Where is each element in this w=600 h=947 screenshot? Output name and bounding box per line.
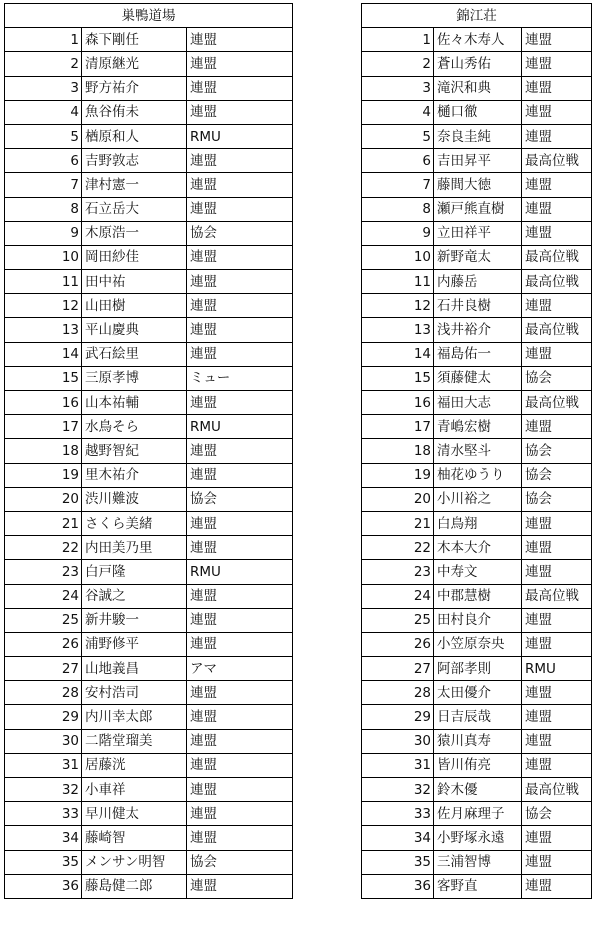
row-number: 24 [5, 584, 82, 608]
table-row [5, 826, 293, 850]
organization: 連盟 [522, 608, 592, 632]
table-row [5, 729, 293, 753]
player-name: 吉田昇平 [434, 149, 522, 173]
table-row [5, 681, 293, 705]
player-name: 福田大志 [434, 391, 522, 415]
row-number: 25 [5, 608, 82, 632]
row-number: 31 [5, 753, 82, 777]
organization: 連盟 [522, 76, 592, 100]
player-name: 谷誠之 [82, 584, 187, 608]
row-number: 20 [5, 487, 82, 511]
organization: 連盟 [522, 753, 592, 777]
row-number: 36 [362, 874, 434, 898]
organization: 連盟 [522, 342, 592, 366]
table-row [5, 439, 293, 463]
row-number: 28 [362, 681, 434, 705]
player-name: 安村浩司 [82, 681, 187, 705]
player-name: 木本大介 [434, 536, 522, 560]
organization: 連盟 [187, 318, 293, 342]
table-row [5, 270, 293, 294]
row-number: 12 [362, 294, 434, 318]
player-name: 山本祐輔 [82, 391, 187, 415]
row-number: 8 [5, 197, 82, 221]
table-row [5, 753, 293, 777]
table-row [362, 536, 592, 560]
row-number: 12 [5, 294, 82, 318]
organization: 連盟 [187, 536, 293, 560]
table-row [362, 874, 592, 898]
organization: 協会 [187, 221, 293, 245]
row-number: 19 [362, 463, 434, 487]
organization: RMU [522, 657, 592, 681]
organization: 連盟 [187, 753, 293, 777]
organization: 連盟 [187, 681, 293, 705]
organization: 連盟 [522, 221, 592, 245]
organization: 最高位戦 [522, 245, 592, 269]
table-row [362, 511, 592, 535]
organization: 連盟 [522, 415, 592, 439]
row-number: 18 [362, 439, 434, 463]
table-row [362, 560, 592, 584]
organization: 連盟 [187, 608, 293, 632]
player-name: 太田優介 [434, 681, 522, 705]
table-row [5, 850, 293, 874]
table-row [362, 681, 592, 705]
player-name: 津村憲一 [82, 173, 187, 197]
organization: 連盟 [522, 100, 592, 124]
organization: 連盟 [187, 294, 293, 318]
row-number: 9 [5, 221, 82, 245]
organization: 連盟 [522, 28, 592, 52]
organization: 連盟 [187, 729, 293, 753]
organization: 連盟 [522, 850, 592, 874]
organization: 連盟 [187, 173, 293, 197]
table-row [5, 149, 293, 173]
organization: 連盟 [522, 173, 592, 197]
organization: 連盟 [522, 124, 592, 148]
player-name: 越野智紀 [82, 439, 187, 463]
player-name: 水鳥そら [82, 415, 187, 439]
table-row [5, 197, 293, 221]
venue-title: 錦江荘 [362, 4, 592, 28]
organization: 連盟 [187, 874, 293, 898]
table-row [362, 28, 592, 52]
organization: RMU [187, 415, 293, 439]
organization: 連盟 [187, 439, 293, 463]
organization: 連盟 [187, 28, 293, 52]
organization: 連盟 [187, 197, 293, 221]
organization: 協会 [522, 487, 592, 511]
player-name: 鈴木優 [434, 778, 522, 802]
row-number: 11 [362, 270, 434, 294]
row-number: 20 [362, 487, 434, 511]
row-number: 9 [362, 221, 434, 245]
table-row [362, 705, 592, 729]
player-name: 楢原和人 [82, 124, 187, 148]
player-name: 小野塚永遠 [434, 826, 522, 850]
player-name: 客野直 [434, 874, 522, 898]
table-row [362, 100, 592, 124]
table-row [5, 584, 293, 608]
organization: 連盟 [187, 391, 293, 415]
player-name: 藤間大徳 [434, 173, 522, 197]
organization: 最高位戦 [522, 391, 592, 415]
row-number: 33 [5, 802, 82, 826]
table-row [362, 657, 592, 681]
organization: 連盟 [187, 245, 293, 269]
organization: 連盟 [522, 511, 592, 535]
table-row [362, 366, 592, 390]
table-row [5, 52, 293, 76]
organization: 連盟 [522, 874, 592, 898]
organization: RMU [187, 124, 293, 148]
table-row [5, 778, 293, 802]
table-row [5, 560, 293, 584]
row-number: 29 [362, 705, 434, 729]
table-row [5, 366, 293, 390]
organization: 協会 [522, 802, 592, 826]
organization: 連盟 [187, 270, 293, 294]
table-row [362, 76, 592, 100]
row-number: 7 [362, 173, 434, 197]
player-name: 木原浩一 [82, 221, 187, 245]
row-number: 2 [5, 52, 82, 76]
table-row [362, 753, 592, 777]
row-number: 26 [362, 632, 434, 656]
table-row [362, 778, 592, 802]
table-row [5, 463, 293, 487]
organization: 連盟 [522, 681, 592, 705]
player-name: 新野竜太 [434, 245, 522, 269]
player-name: 武石絵里 [82, 342, 187, 366]
organization: 連盟 [187, 632, 293, 656]
organization: 最高位戦 [522, 318, 592, 342]
venue-table-kinkoso [361, 3, 592, 899]
player-name: 森下剛任 [82, 28, 187, 52]
player-name: 白戸隆 [82, 560, 187, 584]
row-number: 22 [5, 536, 82, 560]
row-number: 4 [362, 100, 434, 124]
row-number: 8 [362, 197, 434, 221]
table-row [5, 802, 293, 826]
table-row [362, 270, 592, 294]
organization: 協会 [187, 850, 293, 874]
row-number: 14 [5, 342, 82, 366]
row-number: 19 [5, 463, 82, 487]
table-row [362, 318, 592, 342]
player-name: 中郡慧樹 [434, 584, 522, 608]
player-name: 岡田紗佳 [82, 245, 187, 269]
row-number: 1 [362, 28, 434, 52]
player-name: 白鳥翔 [434, 511, 522, 535]
organization: RMU [187, 560, 293, 584]
row-number: 31 [362, 753, 434, 777]
row-number: 23 [362, 560, 434, 584]
table-row [5, 294, 293, 318]
table-row [362, 149, 592, 173]
row-number: 2 [362, 52, 434, 76]
table-row [5, 536, 293, 560]
table-row [362, 802, 592, 826]
table-row [362, 342, 592, 366]
player-name: 小車祥 [82, 778, 187, 802]
player-name: 福島佑一 [434, 342, 522, 366]
row-number: 5 [362, 124, 434, 148]
table-row [5, 511, 293, 535]
row-number: 32 [5, 778, 82, 802]
table-row [5, 487, 293, 511]
organization: 最高位戦 [522, 584, 592, 608]
table-row [5, 657, 293, 681]
table-row [5, 318, 293, 342]
row-number: 3 [362, 76, 434, 100]
player-name: さくら美緒 [82, 511, 187, 535]
organization: 連盟 [522, 632, 592, 656]
table-row [362, 52, 592, 76]
table-row [5, 76, 293, 100]
organization: 協会 [522, 439, 592, 463]
row-number: 11 [5, 270, 82, 294]
table-row [362, 584, 592, 608]
row-number: 22 [362, 536, 434, 560]
row-number: 17 [5, 415, 82, 439]
row-number: 27 [5, 657, 82, 681]
player-name: 内川幸太郎 [82, 705, 187, 729]
player-name: 山地義昌 [82, 657, 187, 681]
player-name: 清原継光 [82, 52, 187, 76]
player-name: 田中祐 [82, 270, 187, 294]
player-name: 新井駿一 [82, 608, 187, 632]
organization: 最高位戦 [522, 270, 592, 294]
row-number: 7 [5, 173, 82, 197]
table-header-row [362, 4, 592, 28]
organization: アマ [187, 657, 293, 681]
organization: 連盟 [187, 778, 293, 802]
player-name: 清水堅斗 [434, 439, 522, 463]
table-row [5, 245, 293, 269]
player-name: 瀬戸熊直樹 [434, 197, 522, 221]
player-name: 柚花ゆうり [434, 463, 522, 487]
row-number: 34 [5, 826, 82, 850]
organization: 協会 [522, 463, 592, 487]
table-row [5, 124, 293, 148]
table-row [362, 632, 592, 656]
table-header-row [5, 4, 293, 28]
player-name: 樋口徹 [434, 100, 522, 124]
table-row [362, 294, 592, 318]
organization: ミュー [187, 366, 293, 390]
row-number: 3 [5, 76, 82, 100]
table-row [362, 463, 592, 487]
row-number: 35 [362, 850, 434, 874]
row-number: 6 [5, 149, 82, 173]
table-row [362, 439, 592, 463]
player-name: 皆川侑亮 [434, 753, 522, 777]
player-name: 小川裕之 [434, 487, 522, 511]
player-name: 魚谷侑未 [82, 100, 187, 124]
row-number: 13 [362, 318, 434, 342]
row-number: 4 [5, 100, 82, 124]
player-name: 猿川真寿 [434, 729, 522, 753]
table-row [5, 874, 293, 898]
table-row [362, 487, 592, 511]
organization: 最高位戦 [522, 149, 592, 173]
player-name: 山田樹 [82, 294, 187, 318]
table-row [5, 705, 293, 729]
player-name: 蒼山秀佑 [434, 52, 522, 76]
player-name: 日吉辰哉 [434, 705, 522, 729]
organization: 連盟 [187, 342, 293, 366]
row-number: 15 [5, 366, 82, 390]
row-number: 29 [5, 705, 82, 729]
table-row [362, 245, 592, 269]
table-row [5, 28, 293, 52]
table-row [5, 221, 293, 245]
organization: 連盟 [522, 560, 592, 584]
row-number: 26 [5, 632, 82, 656]
organization: 連盟 [187, 76, 293, 100]
player-name: 浦野修平 [82, 632, 187, 656]
table-row [362, 173, 592, 197]
organization: 連盟 [187, 463, 293, 487]
organization: 連盟 [522, 729, 592, 753]
player-name: 中寿文 [434, 560, 522, 584]
row-number: 14 [362, 342, 434, 366]
organization: 連盟 [522, 536, 592, 560]
row-number: 33 [362, 802, 434, 826]
organization: 連盟 [522, 197, 592, 221]
player-name: 石立岳大 [82, 197, 187, 221]
player-name: 平山慶典 [82, 318, 187, 342]
row-number: 16 [362, 391, 434, 415]
player-name: 藤島健二郎 [82, 874, 187, 898]
player-name: 居藤洸 [82, 753, 187, 777]
player-name: 内田美乃里 [82, 536, 187, 560]
player-name: メンサン明智 [82, 850, 187, 874]
row-number: 27 [362, 657, 434, 681]
player-name: 小笠原奈央 [434, 632, 522, 656]
player-name: 奈良圭純 [434, 124, 522, 148]
table-row [362, 124, 592, 148]
row-number: 23 [5, 560, 82, 584]
row-number: 24 [362, 584, 434, 608]
row-number: 15 [362, 366, 434, 390]
row-number: 13 [5, 318, 82, 342]
player-name: 二階堂瑠美 [82, 729, 187, 753]
organization: 連盟 [187, 100, 293, 124]
row-number: 21 [5, 511, 82, 535]
organization: 連盟 [187, 826, 293, 850]
organization: 協会 [522, 366, 592, 390]
player-name: 早川健太 [82, 802, 187, 826]
table-row [5, 415, 293, 439]
row-number: 30 [362, 729, 434, 753]
player-name: 佐々木寿人 [434, 28, 522, 52]
table-row [362, 608, 592, 632]
player-name: 三原孝博 [82, 366, 187, 390]
player-name: 青嶋宏樹 [434, 415, 522, 439]
player-name: 佐月麻理子 [434, 802, 522, 826]
player-name: 立田祥平 [434, 221, 522, 245]
table-row [362, 221, 592, 245]
player-name: 石井良樹 [434, 294, 522, 318]
table-row [5, 342, 293, 366]
table-row [5, 632, 293, 656]
table-row [5, 100, 293, 124]
row-number: 32 [362, 778, 434, 802]
organization: 連盟 [522, 52, 592, 76]
venue-title: 巣鴨道場 [5, 4, 293, 28]
organization: 連盟 [522, 294, 592, 318]
player-name: 滝沢和典 [434, 76, 522, 100]
organization: 連盟 [187, 149, 293, 173]
player-name: 野方祐介 [82, 76, 187, 100]
player-name: 渋川難波 [82, 487, 187, 511]
player-name: 須藤健太 [434, 366, 522, 390]
row-number: 17 [362, 415, 434, 439]
organization: 最高位戦 [522, 778, 592, 802]
table-row [362, 826, 592, 850]
organization: 連盟 [187, 705, 293, 729]
organization: 連盟 [187, 52, 293, 76]
player-name: 里木祐介 [82, 463, 187, 487]
player-name: 内藤岳 [434, 270, 522, 294]
table-row [362, 415, 592, 439]
row-number: 25 [362, 608, 434, 632]
row-number: 18 [5, 439, 82, 463]
table-row [5, 173, 293, 197]
table-body [5, 28, 293, 899]
row-number: 35 [5, 850, 82, 874]
organization: 連盟 [522, 705, 592, 729]
player-name: 阿部孝則 [434, 657, 522, 681]
organization: 連盟 [187, 802, 293, 826]
table-row [362, 729, 592, 753]
table-body [362, 28, 592, 899]
player-name: 三浦智博 [434, 850, 522, 874]
player-name: 吉野敦志 [82, 149, 187, 173]
player-name: 浅井裕介 [434, 318, 522, 342]
row-number: 36 [5, 874, 82, 898]
organization: 連盟 [522, 826, 592, 850]
table-row [362, 850, 592, 874]
table-row [5, 391, 293, 415]
row-number: 6 [362, 149, 434, 173]
row-number: 5 [5, 124, 82, 148]
row-number: 10 [5, 245, 82, 269]
organization: 連盟 [187, 584, 293, 608]
table-row [362, 197, 592, 221]
row-number: 21 [362, 511, 434, 535]
player-name: 藤崎智 [82, 826, 187, 850]
row-number: 16 [5, 391, 82, 415]
table-row [362, 391, 592, 415]
row-number: 34 [362, 826, 434, 850]
row-number: 1 [5, 28, 82, 52]
row-number: 10 [362, 245, 434, 269]
table-row [5, 608, 293, 632]
organization: 協会 [187, 487, 293, 511]
organization: 連盟 [187, 511, 293, 535]
player-name: 田村良介 [434, 608, 522, 632]
row-number: 30 [5, 729, 82, 753]
row-number: 28 [5, 681, 82, 705]
venue-table-sugamo [4, 3, 293, 899]
